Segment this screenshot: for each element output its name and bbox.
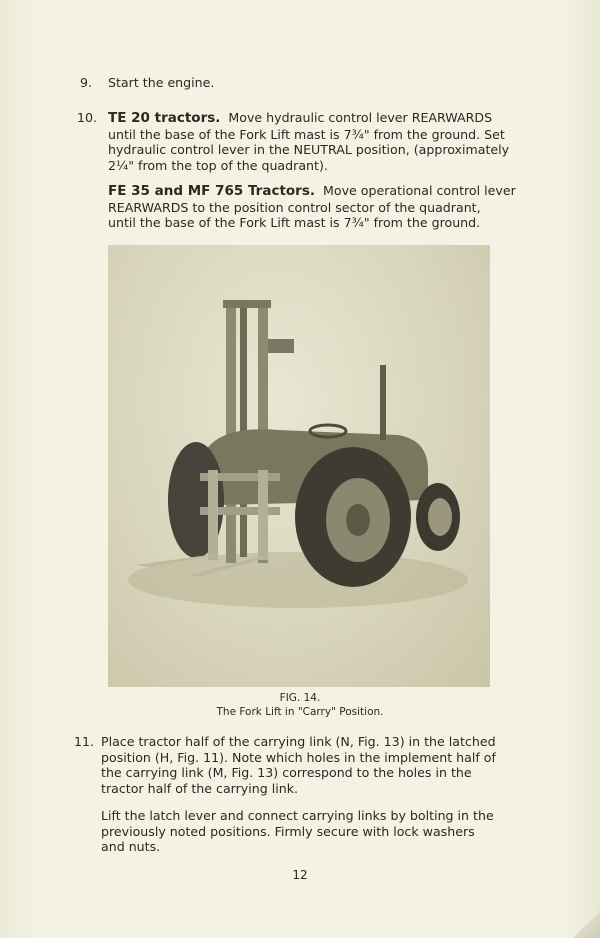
step-11-line-7: and nuts. [101, 839, 161, 854]
fork-lift-tractor-illustration [108, 245, 490, 687]
fork-lift-photo [108, 245, 490, 687]
step-9-number: 9. [80, 75, 93, 90]
te20-line-4: 2¼" from the top of the quadrant). [108, 157, 328, 173]
step-10-te20-paragraph [108, 110, 520, 173]
step-9-text: Start the engine. [108, 75, 215, 90]
page-number: 12 [292, 868, 308, 882]
step-11-line-1: Place tractor half of the carrying link (N, Fig. 13) in the latched [101, 734, 496, 749]
figure-caption: The Fork Lift in "Carry" Position. [216, 706, 384, 718]
step-11-number: 11. [74, 734, 95, 749]
fe35-line-1: Move operational control lever [323, 183, 516, 198]
step-11-line-6: previously noted positions. Firmly secure with lock washers [101, 823, 475, 839]
figure-label: FIG. 14. [279, 692, 321, 704]
te20-heading: TE 20 tractors. [108, 110, 221, 126]
step-10-number: 10. [77, 110, 98, 125]
te20-line-1: Move hydraulic control lever REARWARDS [228, 110, 493, 125]
page-corner-fold [570, 908, 600, 938]
step-11-line-4: tractor half of the carrying link. [101, 780, 299, 796]
step-11-line-5: Lift the latch lever and connect carrying links by bolting in the [101, 808, 494, 823]
step-11-paragraph-2 [101, 808, 516, 855]
fe35-heading: FE 35 and MF 765 Tractors. [108, 183, 315, 199]
te20-line-3: hydraulic control lever in the NEUTRAL position, (approximately [108, 142, 510, 157]
step-11-paragraph-1 [101, 734, 516, 796]
fe35-line-3: until the base of the Fork Lift mast is 7¾" from the ground. [108, 215, 481, 230]
fe35-line-2: REARWARDS to the position control sector of the quadrant, [108, 199, 481, 215]
step-11-line-2: position (H, Fig. 11). Note which holes in the implement half of [101, 749, 496, 765]
te20-line-2: until the base of the Fork Lift mast is 7¾" from the ground. Set [108, 126, 505, 142]
step-10-fe35-paragraph [108, 183, 520, 231]
step-11-line-3: the carrying link (M, Fig. 13) correspond to the holes in the [101, 765, 472, 780]
